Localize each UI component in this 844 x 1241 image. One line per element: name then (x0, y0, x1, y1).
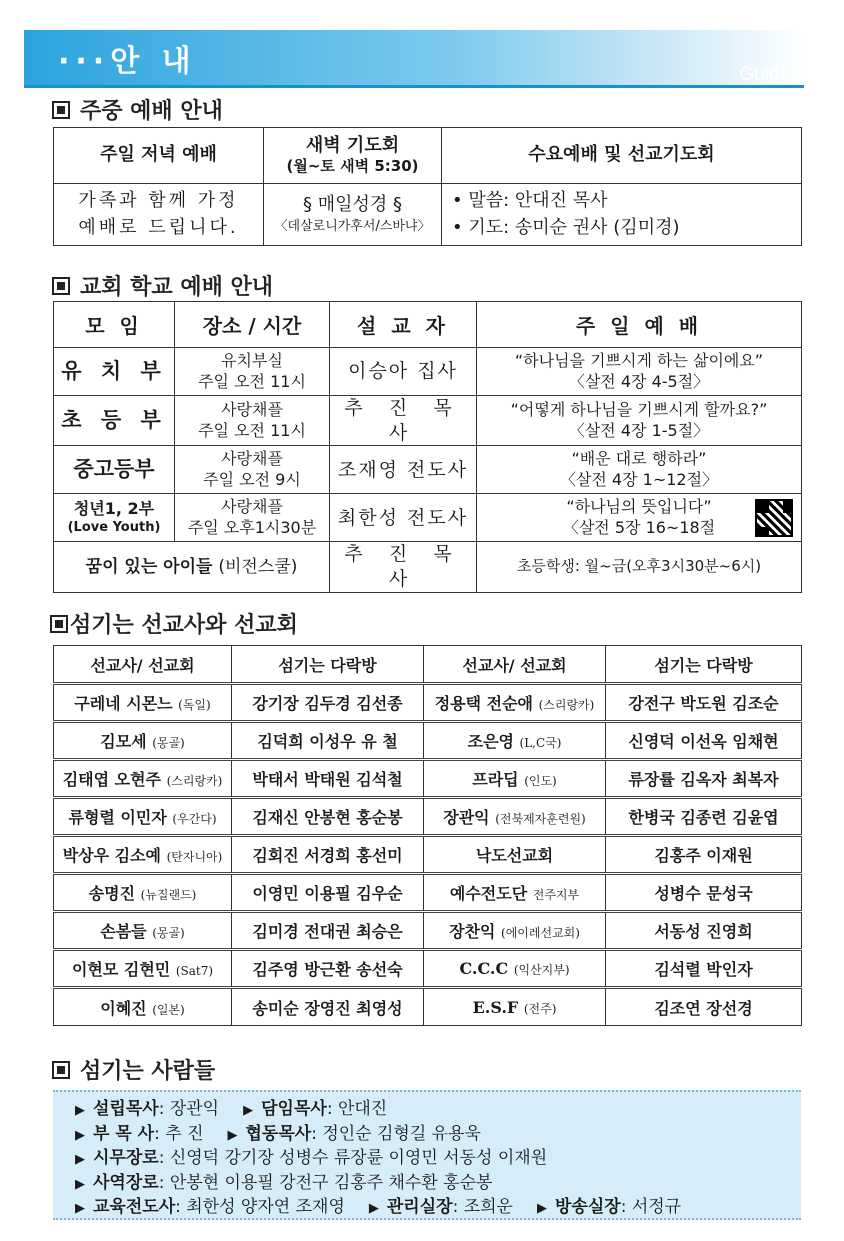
cell-group-cell-text: 이영민 이용필 김우순 (252, 884, 403, 903)
sermon-cell (477, 446, 802, 494)
cell-group-cell-text: 신영덕 이선옥 임채현 (628, 732, 779, 751)
servant-names: : 안봉현 이용필 강전구 김홍주 채수환 홍순봉 (158, 1172, 493, 1193)
cell-group-cell-text: 송미순 장영진 최영성 (252, 998, 403, 1018)
cell-group-cell (606, 950, 802, 988)
sunday-evening-cell (54, 184, 264, 246)
missionary-cell-location: (일본) (152, 1002, 185, 1017)
group-cell (54, 494, 175, 542)
dawn-prayer-line-2: 〈데살로니가후서/스바냐〉 (274, 219, 431, 235)
sermon-title: “하나님을 기쁘시게 하는 삶이에요” (514, 350, 764, 370)
table-row (54, 988, 802, 1026)
cell-group-cell (232, 760, 424, 798)
servant-role: 부 목 사 (93, 1123, 155, 1144)
servants-row (75, 1147, 801, 1172)
missionaries-table (53, 645, 802, 1026)
servants-row (75, 1098, 801, 1123)
sermon-verse: 〈살전 4장 1-5절〉 (568, 420, 710, 440)
cell-group-cell (232, 722, 424, 760)
triangle-right-icon: ▶ (75, 1103, 85, 1118)
missionary-cell-text: 이현모 김현민 (71, 960, 171, 979)
missionary-cell-text: 구레네 시몬느 (74, 694, 173, 713)
cell-group-cell (606, 760, 802, 798)
section-title-text: 섬기는 사람들 (80, 1059, 216, 1084)
cell-group-cell (606, 684, 802, 722)
preacher-cell: 추 진 목 사 (330, 542, 477, 592)
sermon-verse: 〈살전 5장 16~18절 (562, 517, 716, 537)
cell-group-cell (606, 988, 802, 1026)
missionary-cell-location: (인도) (524, 774, 557, 788)
table-row (54, 874, 802, 912)
missionary-cell-location: 전주지부 (532, 888, 580, 902)
table-row (54, 396, 802, 446)
table-row (54, 836, 802, 874)
place-time-cell (175, 396, 330, 446)
missionary-cell (54, 798, 232, 836)
wednesday-prayer-line: • 기도: 송미순 권사 (김미경) (452, 216, 680, 238)
preacher-cell: 조재영 전도사 (330, 446, 477, 494)
servant-names: : 조희운 (452, 1197, 513, 1217)
section-missionaries-title (50, 608, 298, 639)
group-english-name: (Love Youth) (67, 519, 161, 535)
dream-children-cell (54, 542, 330, 592)
missionary-cell-text: C.C.C (459, 959, 509, 978)
missionary-cell-location: (탄자니아) (166, 850, 223, 864)
missionary-cell (424, 988, 606, 1026)
cell-group-cell-text: 한병국 김종련 김윤엽 (628, 808, 779, 827)
servant-role: 방송실장 (554, 1197, 621, 1217)
table-row (54, 446, 802, 494)
missionary-cell-text: 프라딥 (472, 770, 519, 789)
header-dawn-prayer-title: 새벽 기도회 (305, 134, 400, 156)
missionary-cell (424, 684, 606, 722)
header-missionary-2: 선교사/ 선교회 (424, 646, 606, 684)
triangle-right-icon: ▶ (75, 1201, 85, 1216)
missionary-cell (54, 988, 232, 1026)
cell-group-cell-text: 김주영 방근환 송선숙 (252, 960, 403, 979)
square-bullet-icon (50, 615, 68, 633)
missionary-cell-location: (우간다) (172, 812, 217, 826)
servant-names: : 서정규 (620, 1197, 682, 1217)
table-row (54, 722, 802, 760)
header-place-time: 장소 / 시간 (175, 302, 330, 348)
cell-group-cell-text: 김덕희 이성우 유 철 (257, 732, 398, 751)
table-row (54, 348, 802, 396)
servant-names: : 안대진 (326, 1099, 388, 1119)
missionary-cell-text: 낙도선교회 (475, 846, 554, 865)
guide-banner (24, 30, 804, 88)
table-row (54, 950, 802, 988)
servant-role: 관리실장 (386, 1197, 453, 1217)
header-dawn-prayer-time: (월~토 새벽 5:30) (286, 157, 419, 176)
section-title-text: 섬기는 선교사와 선교회 (70, 613, 298, 638)
cell-group-cell (232, 988, 424, 1026)
servant-names: : 장관익 (158, 1099, 220, 1119)
table-row (54, 494, 802, 542)
header-wednesday-worship: 수요예배 및 선교기도회 (442, 128, 802, 184)
section-title-text: 주중 예배 안내 (80, 99, 223, 124)
missionary-cell (54, 874, 232, 912)
square-bullet-icon (52, 101, 70, 119)
table-row (54, 798, 802, 836)
servant-names: : 정인순 김형길 유용욱 (311, 1123, 481, 1144)
group-cell: 초 등 부 (54, 396, 175, 446)
missionary-cell-text: 송명진 (88, 884, 136, 903)
cell-group-cell-text: 김회진 서경희 홍선미 (252, 846, 403, 865)
missionary-cell-location: (L,C국) (519, 736, 562, 750)
missionary-cell-location: (뉴질랜드) (140, 888, 197, 902)
missionary-cell-location: (에이레선교회) (501, 926, 580, 940)
triangle-right-icon: ▶ (243, 1103, 254, 1118)
table-row (54, 760, 802, 798)
missionary-cell-text: 박상우 김소예 (62, 846, 161, 865)
triangle-right-icon: ▶ (368, 1201, 379, 1216)
triangle-right-icon: ▶ (75, 1152, 85, 1167)
missionary-cell-location: (몽골) (152, 736, 185, 750)
missionary-cell-location: (전북제자훈련원) (495, 812, 586, 826)
cell-group-cell (606, 874, 802, 912)
missionary-cell-text: 정용택 전순애 (434, 694, 533, 713)
missionary-cell-text: 류형렬 이민자 (68, 808, 167, 827)
cell-group-cell (232, 950, 424, 988)
header-group: 모 임 (54, 302, 175, 348)
time-text: 주일 오전 11시 (198, 420, 306, 440)
servants-box (53, 1090, 801, 1220)
cell-group-cell-text: 성병수 문성국 (654, 884, 753, 903)
cell-group-cell (232, 912, 424, 950)
place-time-cell (175, 446, 330, 494)
group-name: 청년1, 2부 (73, 499, 155, 519)
weekday-worship-table (53, 127, 802, 246)
header-cell-group-2: 섬기는 다락방 (606, 646, 802, 684)
missionary-cell-text: 조은영 (467, 732, 514, 751)
header-sunday-sermon: 주 일 예 배 (477, 302, 802, 348)
triangle-right-icon: ▶ (536, 1201, 547, 1216)
sermon-verse: 〈살전 4장 4-5절〉 (568, 371, 710, 391)
servants-row (75, 1196, 801, 1221)
sunday-evening-line-2: 예배로 드립니다. (78, 216, 239, 238)
section-weekday-worship-title (52, 94, 223, 125)
missionary-cell-text: 장관익 (443, 808, 490, 827)
cell-group-cell-text: 김미경 전대권 최승은 (252, 922, 403, 941)
missionary-cell-location: (익산지부) (513, 963, 570, 977)
section-church-school-title (52, 270, 273, 301)
triangle-right-icon: ▶ (75, 1127, 85, 1143)
missionary-cell-text: 김모세 (100, 732, 147, 751)
wednesday-sermon-line: • 말씀: 안대진 목사 (452, 190, 608, 212)
missionary-cell-text: E.S.F (472, 997, 519, 1017)
missionary-cell (424, 798, 606, 836)
place-time-cell (175, 348, 330, 396)
servant-names: : 최한성 양자연 조재영 (175, 1197, 345, 1217)
preacher-cell: 최한성 전도사 (330, 494, 477, 542)
missionary-cell-location: (전주) (523, 1001, 557, 1016)
missionary-cell (54, 912, 232, 950)
cell-group-cell (606, 912, 802, 950)
triangle-right-icon: ▶ (75, 1176, 85, 1192)
missionary-cell (54, 722, 232, 760)
servant-names: : 신영덕 강기장 성병수 류장륜 이영민 서동성 이재원 (158, 1148, 548, 1168)
cell-group-cell-text: 강기장 김두경 김선종 (252, 694, 403, 713)
banner-title: ···안 내 (58, 44, 197, 79)
sermon-cell (477, 494, 802, 542)
servant-role: 교육전도사 (93, 1197, 176, 1217)
time-text: 주일 오전 11시 (198, 371, 306, 391)
servant-role: 설립목사 (93, 1099, 159, 1119)
cell-group-cell-text: 김홍주 이재원 (654, 846, 753, 865)
servant-role: 사역장로 (93, 1172, 159, 1193)
missionary-cell-text: 장찬익 (449, 922, 496, 941)
servant-role: 협동목사 (245, 1123, 312, 1144)
missionary-cell-text: 손봄들 (100, 922, 147, 941)
servants-row (75, 1123, 801, 1148)
dawn-prayer-line-1: § 매일성경 § (303, 194, 402, 216)
missionary-cell (54, 950, 232, 988)
missionary-cell-location: (독일) (178, 698, 211, 712)
place-time-cell (175, 494, 330, 542)
missionary-cell (54, 760, 232, 798)
preacher-cell: 이승아 집사 (330, 348, 477, 396)
time-text: 주일 오전 9시 (203, 469, 301, 489)
missionary-cell (424, 836, 606, 874)
servants-row (75, 1172, 801, 1197)
missionary-cell-location: (몽골) (152, 926, 185, 940)
header-dawn-prayer (264, 128, 442, 184)
sunday-evening-line-1: 가족과 함께 가정 (78, 190, 239, 212)
cell-group-cell-text: 서동성 진영희 (654, 922, 753, 941)
sermon-title: “어떻게 하나님을 기쁘시게 할까요?” (510, 399, 768, 419)
cell-group-cell (606, 722, 802, 760)
square-bullet-icon (52, 1061, 70, 1079)
sermon-cell (477, 396, 802, 446)
sermon-cell (477, 348, 802, 396)
table-row (54, 912, 802, 950)
missionary-cell (424, 874, 606, 912)
cell-group-cell-text: 박태서 박태원 김석철 (252, 770, 403, 789)
missionary-cell (54, 684, 232, 722)
banner-guide-label: Guide (739, 64, 790, 85)
cell-group-cell (232, 874, 424, 912)
missionary-cell-location: (스리랑카) (166, 774, 223, 788)
header-cell-group-1: 섬기는 다락방 (232, 646, 424, 684)
place-text: 유치부실 (221, 350, 283, 370)
header-missionary-1: 선교사/ 선교회 (54, 646, 232, 684)
place-text: 사랑채플 (221, 497, 283, 517)
header-sunday-evening: 주일 저녁 예배 (54, 128, 264, 184)
cell-group-cell (232, 798, 424, 836)
sermon-title: “하나님의 뜻입니다” (566, 497, 712, 517)
preacher-cell: 추 진 목 사 (330, 396, 477, 446)
cell-group-cell-text: 김석렬 박인자 (654, 960, 753, 979)
time-text: 주일 오후1시30분 (187, 517, 317, 537)
cell-group-cell (232, 836, 424, 874)
missionary-cell (424, 760, 606, 798)
place-text: 사랑채플 (221, 399, 283, 419)
dream-children-name: 꿈이 있는 아이들 (85, 557, 213, 578)
missionary-cell (424, 722, 606, 760)
missionary-cell-location: (Sat7) (175, 964, 214, 978)
place-text: 사랑채플 (221, 449, 283, 469)
missionary-cell-text: 예수전도단 (449, 884, 528, 903)
cell-group-cell-text: 김조연 장선경 (654, 998, 753, 1018)
servant-role: 담임목사 (261, 1099, 327, 1119)
missionary-cell (424, 912, 606, 950)
wednesday-worship-cell (442, 184, 802, 246)
header-preacher: 설 교 자 (330, 302, 477, 348)
qr-code-icon (755, 499, 793, 537)
table-row (54, 542, 802, 592)
cell-group-cell (232, 684, 424, 722)
table-row (54, 684, 802, 722)
square-bullet-icon (52, 277, 70, 295)
missionary-cell-location: (스리랑카) (538, 698, 595, 712)
group-cell: 유 치 부 (54, 348, 175, 396)
triangle-right-icon: ▶ (227, 1127, 238, 1143)
missionary-cell-text: 이혜진 (100, 998, 147, 1018)
banner-rule (24, 85, 804, 88)
cell-group-cell-text: 김재신 안봉현 홍순봉 (252, 808, 403, 827)
sermon-title: “배운 대로 행하라” (571, 449, 707, 469)
dream-children-paren: (비전스쿨) (218, 557, 298, 578)
servant-names: : 추 진 (154, 1123, 204, 1144)
missionary-cell (54, 836, 232, 874)
servant-role: 시무장로 (93, 1148, 159, 1168)
cell-group-cell-text: 강전구 박도원 김조순 (628, 694, 779, 713)
church-school-table (53, 301, 802, 593)
sermon-verse: 〈살전 4장 1~12절〉 (559, 469, 719, 489)
cell-group-cell (606, 798, 802, 836)
cell-group-cell-text: 류장률 김옥자 최복자 (628, 770, 779, 789)
section-title-text: 교회 학교 예배 안내 (80, 275, 273, 300)
group-cell: 중고등부 (54, 446, 175, 494)
missionary-cell (424, 950, 606, 988)
dawn-prayer-cell (264, 184, 442, 246)
cell-group-cell (606, 836, 802, 874)
section-servants-title (52, 1054, 215, 1085)
missionary-cell-text: 김태엽 오현주 (62, 770, 161, 789)
dream-time-cell: 초등학생: 월~금(오후3시30분~6시) (477, 542, 802, 592)
